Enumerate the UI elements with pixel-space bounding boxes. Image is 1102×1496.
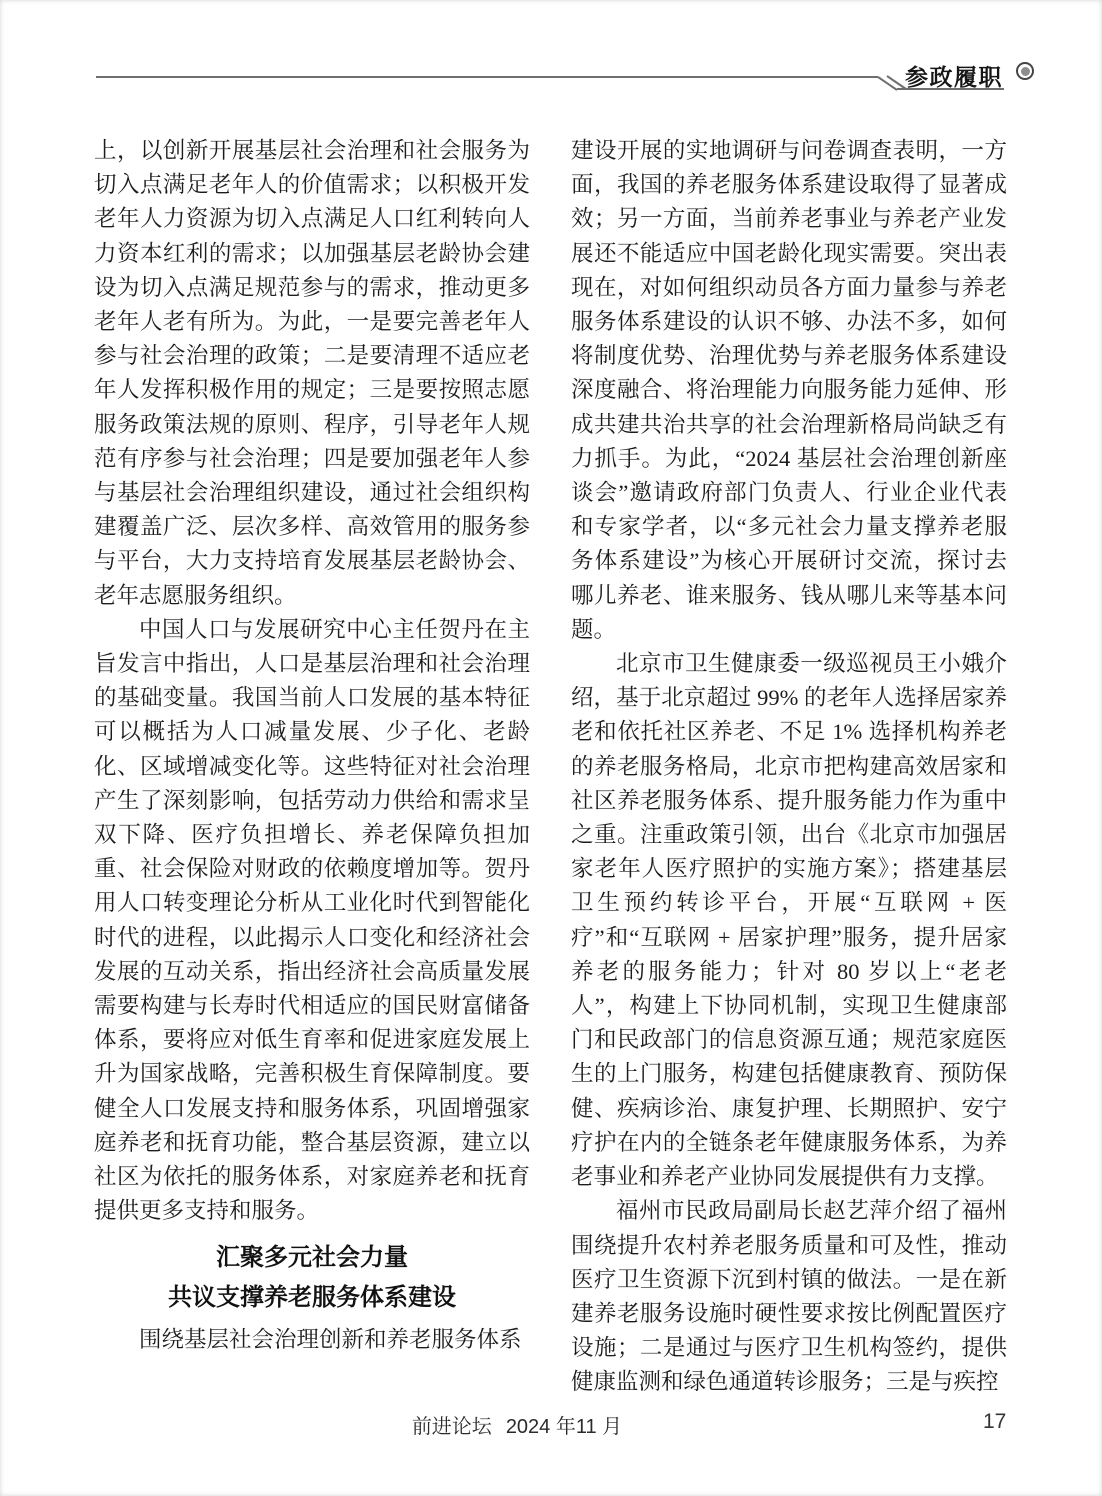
paragraph: 福州市民政局副局长赵艺萍介绍了福州围绕提升农村养老服务质量和可及性，推动医疗卫生资源下沉到村镇的做法。一是在新建养老服务设施时硬性要求按比例配置医疗设施；二是通过与医疗卫生机构签约，提供健康监测和绿色通道转诊服务；三是与疾控 xyxy=(571,1198,1007,1395)
left-column xyxy=(94,134,530,1357)
subsection-heading xyxy=(94,1238,530,1318)
paragraph: 围绕基层社会治理创新和养老服务体系 xyxy=(139,1326,522,1352)
left-paragraphs-after-heading xyxy=(94,1323,530,1357)
footer xyxy=(0,1410,1034,1439)
subsection-heading-line1: 汇聚多元社会力量 xyxy=(216,1243,408,1271)
bullseye-dot xyxy=(1021,67,1030,76)
bullseye-icon xyxy=(1016,62,1034,80)
paragraph: 北京市卫生健康委一级巡视员王小娥介绍，基于北京超过 99% 的老年人选择居家养老和依托社区养老、不足 1% 选择机构养老的养老服务格局，北京市把构建高效居家和社区养老服务体系、提升服务能力作为重中之重。注重政策引领，出台《北京市加强居家老年人医疗照护的实施方案》；搭建基层卫生预约转诊平台，开展“互联网 + 医疗”和“互联网 + 居家护理”服务，提升居家养老的服务能力；针对 80 岁以上“老老人”，构建上下协同机制，实现卫生健康部门和民政部门的信息资源互通；规范家庭医生的上门服务，构建包括健康教育、预防保健、疾病诊治、康复护理、长期照护、安宁疗护在内的全链条老年健康服务体系，为养老事业和养老产业协同发展提供有力支撑。 xyxy=(571,651,1007,1190)
header-rule xyxy=(0,0,1102,110)
paragraph: 上，以创新开展基层社会治理和社会服务为切入点满足老年人的价值需求；以积极开发老年人力资源为切入点满足人口红利转向人力资本红利的需求；以加强基层老龄协会建设为切入点满足规范参与的需求，推动更多老年人老有所为。为此，一是要完善老年人参与社会治理的政策；二是要清理不适应老年人发挥积极作用的规定；三是要按照志愿服务政策法规的原则、程序，引导老年人规范有序参与社会治理；四是要加强老年人参与基层社会治理组织建设，通过社会组织构建覆盖广泛、层次多样、高效管用的服务参与平台，大力支持培育发展基层老龄协会、老年志愿服务组织。 xyxy=(94,138,530,608)
right-column xyxy=(571,134,1007,1400)
paragraph: 建设开展的实地调研与问卷调查表明，一方面，我国的养老服务体系建设取得了显著成效；另一方面，当前养老事业与养老产业发展还不能适应中国老龄化现实需要。突出表现在，对如何组织动员各方面力量参与养老服务体系建设的认识不够、办法不多，如何将制度优势、治理优势与养老服务体系建设深度融合、将治理能力向服务能力延伸、形成共建共治共享的社会治理新格局尚缺乏有力抓手。为此，“2024 基层社会治理创新座谈会”邀请政府部门负责人、行业企业代表和专家学者，以“多元社会力量支撑养老服务体系建设”为核心开展研讨交流，探讨去哪儿养老、谁来服务、钱从哪儿来等基本问题。 xyxy=(571,138,1007,642)
paragraph: 中国人口与发展研究中心主任贺丹在主旨发言中指出，人口是基层治理和社会治理的基础变量。我国当前人口发展的基本特征可以概括为人口减量发展、少子化、老龄化、区域增减变化等。这些特征对社会治理产生了深刻影响，包括劳动力供给和需求呈双下降、医疗负担增长、养老保障负担加重、社会保险对财政的依赖度增加等。贺丹用人口转变理论分析从工业化时代到智能化时代的进程，以此揭示人口变化和经济社会发展的互动关系，指出经济社会高质量发展需要构建与长寿时代相适应的国民财富储备体系，要将应对低生育率和促进家庭发展上升为国家战略，完善积极生育保障制度。要健全人口发展支持和服务体系，巩固增强家庭养老和抚育功能，整合基层资源，建立以社区为依托的服务体系，对家庭养老和抚育提供更多支持和服务。 xyxy=(94,616,530,1224)
issue-date: 2024 年11 月 xyxy=(505,1416,623,1438)
subsection-heading-line2: 共议支撑养老服务体系建设 xyxy=(168,1283,456,1311)
left-paragraphs xyxy=(94,134,530,1229)
page-number: 17 xyxy=(983,1410,1007,1433)
right-paragraphs xyxy=(571,134,1007,1400)
journal-name: 前进论坛 xyxy=(411,1416,492,1438)
section-title: 参政履职 xyxy=(905,65,1003,90)
